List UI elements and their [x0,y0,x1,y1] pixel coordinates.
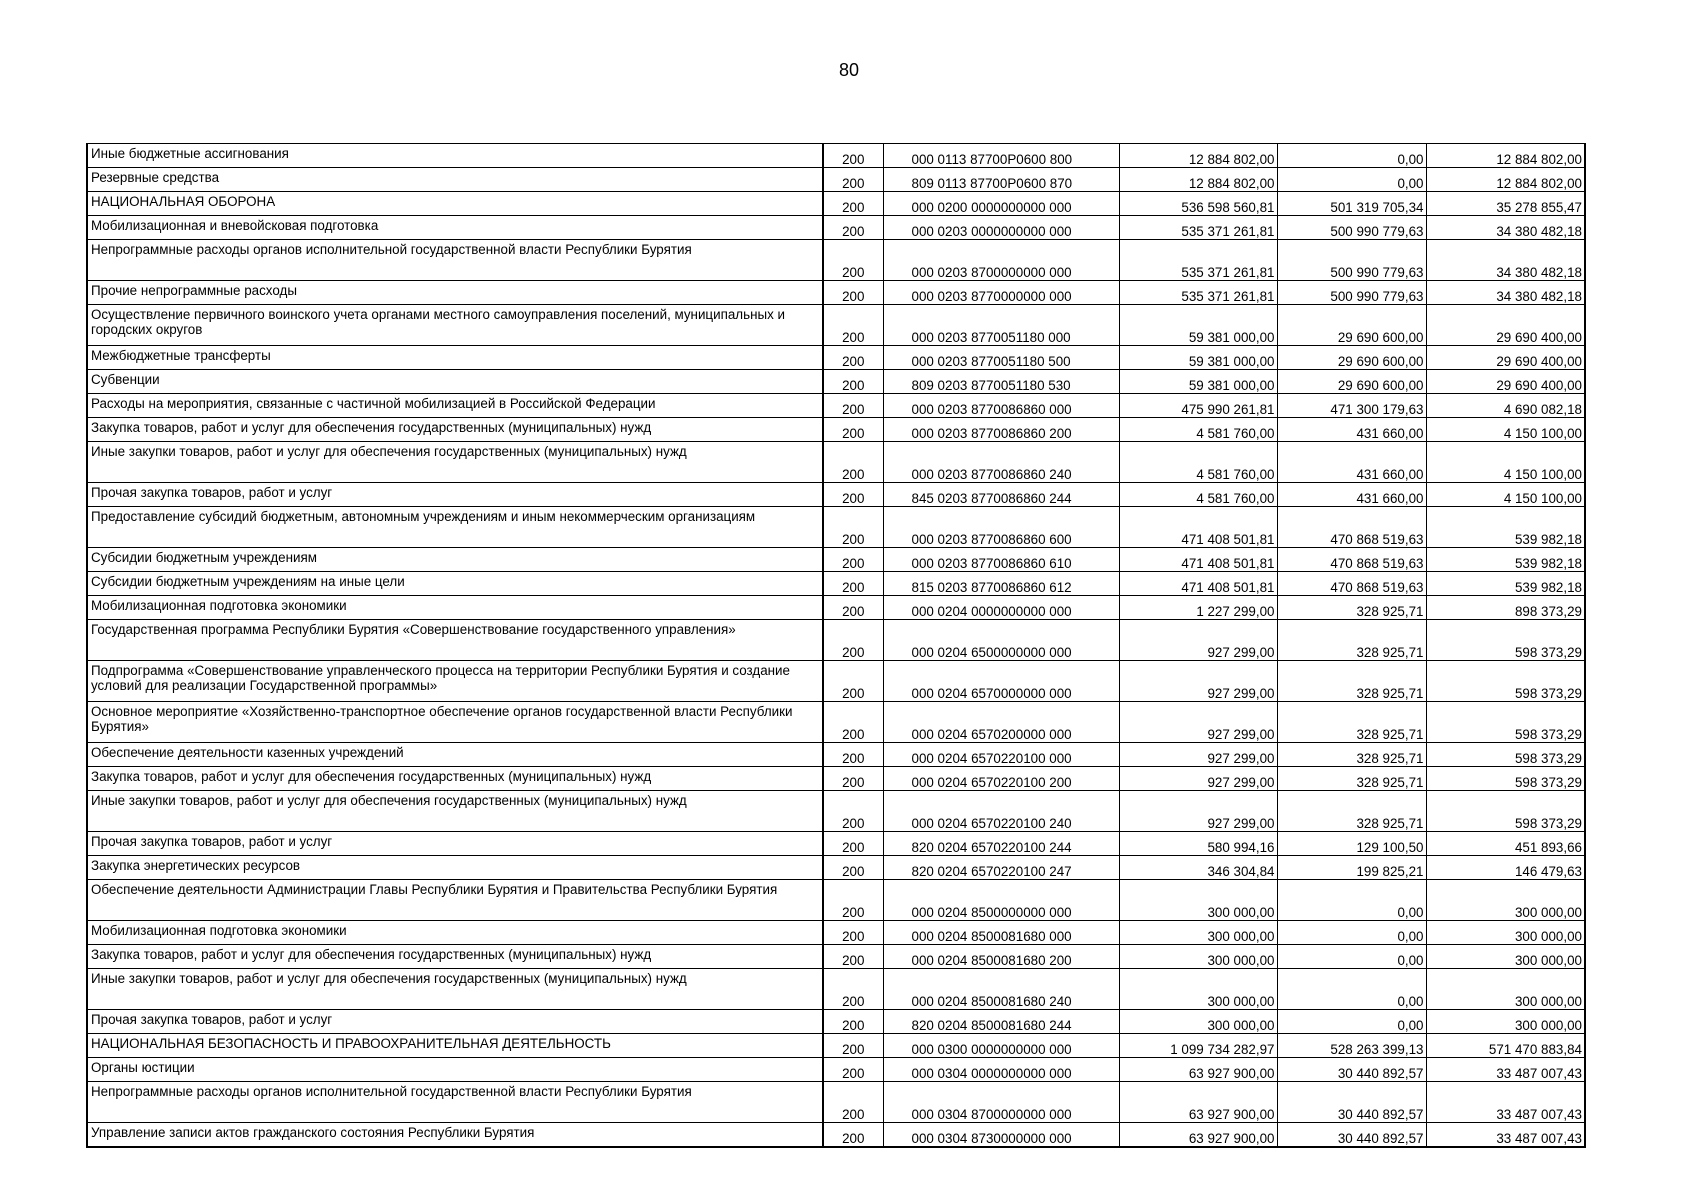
table-row [87,394,1585,418]
row-line-code-cell: 200 [823,661,883,702]
row-line-code-cell: 200 [823,945,883,969]
row-remainder-amount-cell: 12 884 802,00 [1426,144,1585,168]
row-classification-code-cell: 809 0203 8770051180 530 [883,370,1119,394]
row-approved-amount-cell: 12 884 802,00 [1119,168,1277,192]
row-name-cell: Непрограммные расходы органов исполнительной государственной власти Республики Бурятия [87,1082,823,1123]
row-line-code-cell: 200 [823,483,883,507]
row-line-code-cell: 200 [823,702,883,743]
row-classification-code-cell: 000 0204 6570200000 000 [883,702,1119,743]
row-line-code-cell: 200 [823,572,883,596]
table-row [87,945,1585,969]
row-executed-amount-cell: 328 925,71 [1277,620,1426,661]
row-line-code-cell: 200 [823,921,883,945]
row-executed-amount-cell: 470 868 519,63 [1277,507,1426,548]
row-approved-amount-cell: 927 299,00 [1119,767,1277,791]
row-approved-amount-cell: 471 408 501,81 [1119,507,1277,548]
row-name-cell: Субвенции [87,370,823,394]
row-executed-amount-cell: 500 990 779,63 [1277,281,1426,305]
row-name-cell: Мобилизационная подготовка экономики [87,596,823,620]
row-approved-amount-cell: 927 299,00 [1119,661,1277,702]
row-classification-code-cell: 000 0204 8500000000 000 [883,880,1119,921]
row-remainder-amount-cell: 539 982,18 [1426,507,1585,548]
row-executed-amount-cell: 0,00 [1277,1010,1426,1034]
row-approved-amount-cell: 535 371 261,81 [1119,240,1277,281]
row-remainder-amount-cell: 33 487 007,43 [1426,1082,1585,1123]
row-line-code-cell: 200 [823,548,883,572]
row-classification-code-cell: 000 0203 8770086860 610 [883,548,1119,572]
table-row [87,442,1585,483]
row-approved-amount-cell: 63 927 900,00 [1119,1058,1277,1082]
table-row [87,921,1585,945]
row-remainder-amount-cell: 12 884 802,00 [1426,168,1585,192]
row-line-code-cell: 200 [823,880,883,921]
table-row [87,969,1585,1010]
row-line-code-cell: 200 [823,743,883,767]
row-executed-amount-cell: 328 925,71 [1277,791,1426,832]
table-row [87,702,1585,743]
row-remainder-amount-cell: 300 000,00 [1426,921,1585,945]
row-classification-code-cell: 000 0204 0000000000 000 [883,596,1119,620]
table-row [87,1034,1585,1058]
row-name-cell: Закупка товаров, работ и услуг для обеспечения государственных (муниципальных) нужд [87,945,823,969]
row-name-cell: Прочая закупка товаров, работ и услуг [87,832,823,856]
row-name-cell: Прочая закупка товаров, работ и услуг [87,1010,823,1034]
row-name-cell: Обеспечение деятельности казенных учреждений [87,743,823,767]
row-classification-code-cell: 000 0304 8700000000 000 [883,1082,1119,1123]
row-classification-code-cell: 000 0204 6500000000 000 [883,620,1119,661]
row-remainder-amount-cell: 34 380 482,18 [1426,281,1585,305]
row-name-cell: Предоставление субсидий бюджетным, автономным учреждениям и иным некоммерческим организациям [87,507,823,548]
row-classification-code-cell: 809 0113 87700P0600 870 [883,168,1119,192]
row-approved-amount-cell: 471 408 501,81 [1119,572,1277,596]
row-name-cell: Мобилизационная подготовка экономики [87,921,823,945]
table-row [87,1058,1585,1082]
row-approved-amount-cell: 1 099 734 282,97 [1119,1034,1277,1058]
row-line-code-cell: 200 [823,507,883,548]
row-remainder-amount-cell: 34 380 482,18 [1426,216,1585,240]
row-line-code-cell: 200 [823,620,883,661]
row-remainder-amount-cell: 598 373,29 [1426,743,1585,767]
row-remainder-amount-cell: 598 373,29 [1426,620,1585,661]
row-approved-amount-cell: 59 381 000,00 [1119,370,1277,394]
table-row [87,144,1585,168]
row-line-code-cell: 200 [823,1082,883,1123]
row-executed-amount-cell: 500 990 779,63 [1277,240,1426,281]
row-executed-amount-cell: 431 660,00 [1277,483,1426,507]
row-line-code-cell: 200 [823,1034,883,1058]
row-name-cell: Закупка энергетических ресурсов [87,856,823,880]
row-line-code-cell: 200 [823,305,883,346]
row-remainder-amount-cell: 898 373,29 [1426,596,1585,620]
row-executed-amount-cell: 528 263 399,13 [1277,1034,1426,1058]
row-executed-amount-cell: 129 100,50 [1277,832,1426,856]
table-row [87,548,1585,572]
row-approved-amount-cell: 535 371 261,81 [1119,216,1277,240]
row-line-code-cell: 200 [823,1123,883,1148]
row-remainder-amount-cell: 300 000,00 [1426,880,1585,921]
row-line-code-cell: 200 [823,144,883,168]
row-executed-amount-cell: 0,00 [1277,921,1426,945]
row-line-code-cell: 200 [823,346,883,370]
row-classification-code-cell: 000 0203 0000000000 000 [883,216,1119,240]
row-approved-amount-cell: 927 299,00 [1119,791,1277,832]
table-row [87,620,1585,661]
row-name-cell: Иные закупки товаров, работ и услуг для обеспечения государственных (муниципальных) нужд [87,969,823,1010]
table-row [87,483,1585,507]
row-name-cell: НАЦИОНАЛЬНАЯ ОБОРОНА [87,192,823,216]
row-name-cell: Обеспечение деятельности Администрации Главы Республики Бурятия и Правительства Республики Бурятия [87,880,823,921]
row-line-code-cell: 200 [823,791,883,832]
row-executed-amount-cell: 30 440 892,57 [1277,1058,1426,1082]
row-remainder-amount-cell: 571 470 883,84 [1426,1034,1585,1058]
row-remainder-amount-cell: 300 000,00 [1426,969,1585,1010]
row-line-code-cell: 200 [823,370,883,394]
table-row [87,791,1585,832]
row-approved-amount-cell: 475 990 261,81 [1119,394,1277,418]
row-classification-code-cell: 000 0204 8500081680 200 [883,945,1119,969]
row-executed-amount-cell: 30 440 892,57 [1277,1082,1426,1123]
row-approved-amount-cell: 300 000,00 [1119,921,1277,945]
row-remainder-amount-cell: 29 690 400,00 [1426,305,1585,346]
row-name-cell: Иные закупки товаров, работ и услуг для обеспечения государственных (муниципальных) нужд [87,442,823,483]
row-remainder-amount-cell: 35 278 855,47 [1426,192,1585,216]
row-classification-code-cell: 000 0203 8770000000 000 [883,281,1119,305]
row-remainder-amount-cell: 539 982,18 [1426,548,1585,572]
row-remainder-amount-cell: 33 487 007,43 [1426,1058,1585,1082]
row-name-cell: Расходы на мероприятия, связанные с частичной мобилизацией в Российской Федерации [87,394,823,418]
row-name-cell: Государственная программа Республики Бурятия «Совершенствование государственного управления» [87,620,823,661]
row-executed-amount-cell: 431 660,00 [1277,442,1426,483]
row-classification-code-cell: 000 0203 8770051180 500 [883,346,1119,370]
row-name-cell: НАЦИОНАЛЬНАЯ БЕЗОПАСНОСТЬ И ПРАВООХРАНИТЕЛЬНАЯ ДЕЯТЕЛЬНОСТЬ [87,1034,823,1058]
row-classification-code-cell: 000 0200 0000000000 000 [883,192,1119,216]
row-line-code-cell: 200 [823,240,883,281]
table-row [87,832,1585,856]
table-row [87,281,1585,305]
row-executed-amount-cell: 328 925,71 [1277,661,1426,702]
row-remainder-amount-cell: 29 690 400,00 [1426,370,1585,394]
row-remainder-amount-cell: 598 373,29 [1426,767,1585,791]
row-approved-amount-cell: 59 381 000,00 [1119,346,1277,370]
row-remainder-amount-cell: 451 893,66 [1426,832,1585,856]
row-classification-code-cell: 000 0204 8500081680 000 [883,921,1119,945]
row-classification-code-cell: 000 0203 8770086860 200 [883,418,1119,442]
row-approved-amount-cell: 59 381 000,00 [1119,305,1277,346]
row-executed-amount-cell: 29 690 600,00 [1277,346,1426,370]
row-approved-amount-cell: 4 581 760,00 [1119,442,1277,483]
row-line-code-cell: 200 [823,281,883,305]
row-approved-amount-cell: 536 598 560,81 [1119,192,1277,216]
row-remainder-amount-cell: 146 479,63 [1426,856,1585,880]
table-row [87,507,1585,548]
table-row [87,1123,1585,1148]
table-row [87,370,1585,394]
row-classification-code-cell: 820 0204 6570220100 244 [883,832,1119,856]
row-executed-amount-cell: 500 990 779,63 [1277,216,1426,240]
table-row [87,1082,1585,1123]
row-name-cell: Осуществление первичного воинского учета органами местного самоуправления поселений, муниципальных и городских округов [87,305,823,346]
row-line-code-cell: 200 [823,767,883,791]
row-classification-code-cell: 000 0304 0000000000 000 [883,1058,1119,1082]
row-classification-code-cell: 000 0203 8770086860 240 [883,442,1119,483]
row-executed-amount-cell: 501 319 705,34 [1277,192,1426,216]
row-name-cell: Прочие непрограммные расходы [87,281,823,305]
row-line-code-cell: 200 [823,168,883,192]
row-classification-code-cell: 000 0203 8700000000 000 [883,240,1119,281]
row-classification-code-cell: 000 0203 8770086860 000 [883,394,1119,418]
table-row [87,743,1585,767]
row-remainder-amount-cell: 300 000,00 [1426,1010,1585,1034]
row-name-cell: Иные закупки товаров, работ и услуг для обеспечения государственных (муниципальных) нужд [87,791,823,832]
table-row [87,767,1585,791]
row-classification-code-cell: 000 0304 8730000000 000 [883,1123,1119,1148]
row-approved-amount-cell: 63 927 900,00 [1119,1082,1277,1123]
row-approved-amount-cell: 580 994,16 [1119,832,1277,856]
row-executed-amount-cell: 0,00 [1277,969,1426,1010]
row-remainder-amount-cell: 4 150 100,00 [1426,483,1585,507]
table-row [87,596,1585,620]
row-name-cell: Непрограммные расходы органов исполнительной государственной власти Республики Бурятия [87,240,823,281]
row-name-cell: Прочая закупка товаров, работ и услуг [87,483,823,507]
row-approved-amount-cell: 300 000,00 [1119,969,1277,1010]
table-row [87,305,1585,346]
row-executed-amount-cell: 0,00 [1277,144,1426,168]
row-remainder-amount-cell: 300 000,00 [1426,945,1585,969]
row-executed-amount-cell: 470 868 519,63 [1277,572,1426,596]
row-name-cell: Подпрограмма «Совершенствование управленческого процесса на территории Республики Бурятия и создание условий для реализации Государственной программы» [87,661,823,702]
row-remainder-amount-cell: 33 487 007,43 [1426,1123,1585,1148]
row-executed-amount-cell: 328 925,71 [1277,767,1426,791]
table-row [87,168,1585,192]
row-executed-amount-cell: 328 925,71 [1277,743,1426,767]
row-executed-amount-cell: 470 868 519,63 [1277,548,1426,572]
row-line-code-cell: 200 [823,394,883,418]
budget-execution-table [86,143,1586,1148]
row-approved-amount-cell: 300 000,00 [1119,945,1277,969]
table-row [87,418,1585,442]
row-remainder-amount-cell: 4 690 082,18 [1426,394,1585,418]
row-line-code-cell: 200 [823,856,883,880]
row-executed-amount-cell: 199 825,21 [1277,856,1426,880]
row-line-code-cell: 200 [823,442,883,483]
row-executed-amount-cell: 0,00 [1277,880,1426,921]
table-row [87,661,1585,702]
row-classification-code-cell: 815 0203 8770086860 612 [883,572,1119,596]
row-name-cell: Органы юстиции [87,1058,823,1082]
row-classification-code-cell: 000 0203 8770086860 600 [883,507,1119,548]
row-approved-amount-cell: 346 304,84 [1119,856,1277,880]
row-executed-amount-cell: 471 300 179,63 [1277,394,1426,418]
row-name-cell: Основное мероприятие «Хозяйственно-транспортное обеспечение органов государственной власти Республики Бурятия» [87,702,823,743]
row-approved-amount-cell: 4 581 760,00 [1119,418,1277,442]
row-approved-amount-cell: 927 299,00 [1119,743,1277,767]
row-remainder-amount-cell: 29 690 400,00 [1426,346,1585,370]
row-classification-code-cell: 000 0203 8770051180 000 [883,305,1119,346]
row-line-code-cell: 200 [823,216,883,240]
row-approved-amount-cell: 927 299,00 [1119,702,1277,743]
row-classification-code-cell: 845 0203 8770086860 244 [883,483,1119,507]
row-remainder-amount-cell: 4 150 100,00 [1426,418,1585,442]
row-approved-amount-cell: 4 581 760,00 [1119,483,1277,507]
row-approved-amount-cell: 300 000,00 [1119,1010,1277,1034]
row-name-cell: Субсидии бюджетным учреждениям на иные цели [87,572,823,596]
row-executed-amount-cell: 328 925,71 [1277,702,1426,743]
table-row [87,572,1585,596]
row-line-code-cell: 200 [823,1058,883,1082]
row-remainder-amount-cell: 539 982,18 [1426,572,1585,596]
row-name-cell: Мобилизационная и вневойсковая подготовка [87,216,823,240]
row-line-code-cell: 200 [823,192,883,216]
row-remainder-amount-cell: 598 373,29 [1426,791,1585,832]
row-remainder-amount-cell: 598 373,29 [1426,661,1585,702]
row-line-code-cell: 200 [823,969,883,1010]
row-name-cell: Межбюджетные трансферты [87,346,823,370]
row-name-cell: Резервные средства [87,168,823,192]
row-classification-code-cell: 000 0204 6570000000 000 [883,661,1119,702]
row-line-code-cell: 200 [823,596,883,620]
table-body [87,144,1585,1148]
row-approved-amount-cell: 12 884 802,00 [1119,144,1277,168]
row-classification-code-cell: 000 0113 87700P0600 800 [883,144,1119,168]
row-line-code-cell: 200 [823,418,883,442]
row-approved-amount-cell: 535 371 261,81 [1119,281,1277,305]
row-name-cell: Закупка товаров, работ и услуг для обеспечения государственных (муниципальных) нужд [87,767,823,791]
row-classification-code-cell: 000 0204 8500081680 240 [883,969,1119,1010]
table-row [87,1010,1585,1034]
page-number: 80 [838,60,860,80]
row-approved-amount-cell: 1 227 299,00 [1119,596,1277,620]
row-classification-code-cell: 000 0204 6570220100 240 [883,791,1119,832]
row-executed-amount-cell: 328 925,71 [1277,596,1426,620]
row-line-code-cell: 200 [823,1010,883,1034]
row-name-cell: Субсидии бюджетным учреждениям [87,548,823,572]
table-row [87,216,1585,240]
row-name-cell: Иные бюджетные ассигнования [87,144,823,168]
row-executed-amount-cell: 0,00 [1277,945,1426,969]
row-remainder-amount-cell: 4 150 100,00 [1426,442,1585,483]
row-classification-code-cell: 000 0300 0000000000 000 [883,1034,1119,1058]
row-executed-amount-cell: 29 690 600,00 [1277,305,1426,346]
table-row [87,192,1585,216]
row-classification-code-cell: 820 0204 8500081680 244 [883,1010,1119,1034]
row-classification-code-cell: 000 0204 6570220100 000 [883,743,1119,767]
row-line-code-cell: 200 [823,832,883,856]
row-approved-amount-cell: 927 299,00 [1119,620,1277,661]
table-row [87,880,1585,921]
row-approved-amount-cell: 300 000,00 [1119,880,1277,921]
row-remainder-amount-cell: 598 373,29 [1426,702,1585,743]
table-row [87,856,1585,880]
row-executed-amount-cell: 29 690 600,00 [1277,370,1426,394]
row-remainder-amount-cell: 34 380 482,18 [1426,240,1585,281]
row-approved-amount-cell: 63 927 900,00 [1119,1123,1277,1148]
row-approved-amount-cell: 471 408 501,81 [1119,548,1277,572]
row-classification-code-cell: 820 0204 6570220100 247 [883,856,1119,880]
table-row [87,240,1585,281]
row-executed-amount-cell: 431 660,00 [1277,418,1426,442]
row-name-cell: Управление записи актов гражданского состояния Республики Бурятия [87,1123,823,1148]
table-row [87,346,1585,370]
row-executed-amount-cell: 30 440 892,57 [1277,1123,1426,1148]
row-name-cell: Закупка товаров, работ и услуг для обеспечения государственных (муниципальных) нужд [87,418,823,442]
row-executed-amount-cell: 0,00 [1277,168,1426,192]
row-classification-code-cell: 000 0204 6570220100 200 [883,767,1119,791]
